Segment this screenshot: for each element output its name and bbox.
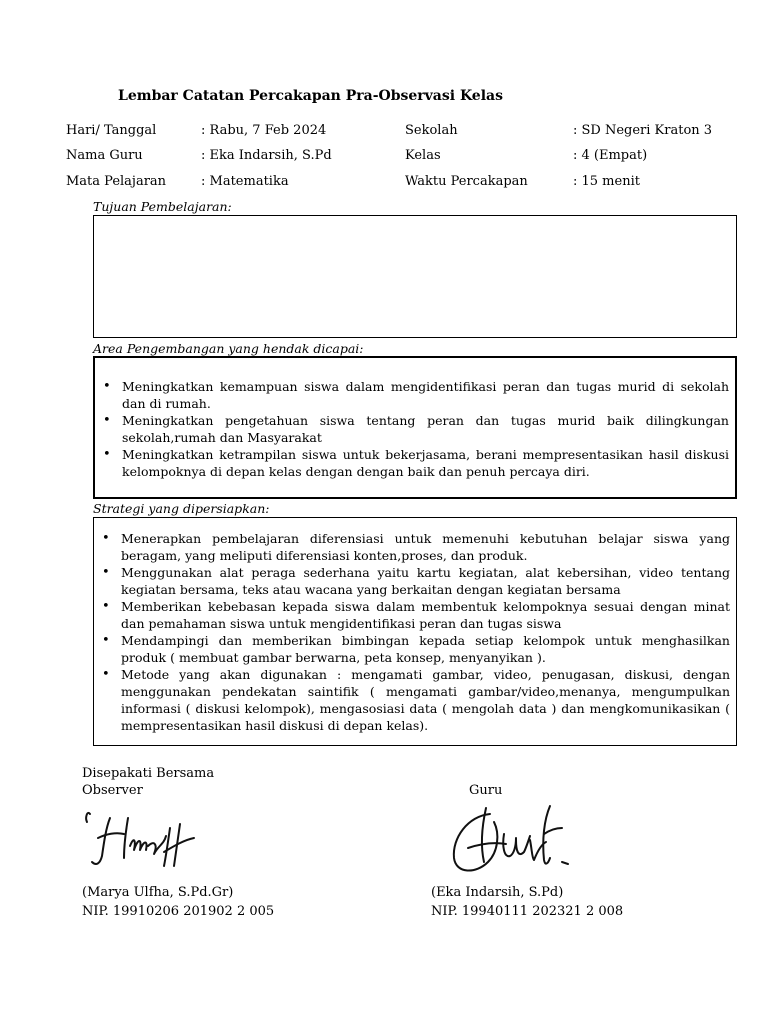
waktu-percakapan-value: : 15 menit [573, 174, 640, 189]
guru-signature [446, 800, 576, 880]
kelas-label: Kelas [405, 148, 441, 163]
document-title: Lembar Catatan Percakapan Pra-Observasi Kelas [118, 88, 503, 104]
kelas-value: : 4 (Empat) [573, 148, 648, 163]
hari-tanggal-label: Hari/ Tanggal [66, 123, 157, 138]
strategi-label: Strategi yang dipersiapkan: [93, 501, 270, 516]
strategi-item: • Memberikan kebebasan kepada siswa dalam membentuk kelompoknya sesuai dengan minat dan pemahaman siswa untuk mengidentifikasi peran dan tugas siswa [94, 598, 736, 632]
sekolah-label: Sekolah [405, 123, 458, 138]
area-label: Area Pengembangan yang hendak dicapai: [93, 341, 364, 356]
disepakati-text: Disepakati Bersama [82, 766, 215, 781]
guru-label: Guru [469, 783, 503, 798]
nama-guru-label: Nama Guru [66, 148, 143, 163]
area-item: • Meningkatkan pengetahuan siswa tentang peran dan tugas murid baik dilingkungan sekolah,rumah dan Masyarakat [95, 412, 735, 446]
sekolah-value: : SD Negeri Kraton 3 [573, 123, 713, 138]
hari-tanggal-value: : Rabu, 7 Feb 2024 [201, 123, 327, 138]
waktu-percakapan-label: Waktu Percakapan [405, 174, 528, 189]
mata-pelajaran-label: Mata Pelajaran [66, 174, 167, 189]
strategi-list [94, 530, 736, 734]
observer-nip: NIP. 19910206 201902 2 005 [82, 904, 275, 919]
strategi-item: • Menerapkan pembelajaran diferensiasi untuk memenuhi kebutuhan belajar siswa yang beragam, yang meliputi diferensiasi konten,proses, dan produk. [94, 530, 736, 564]
tujuan-label: Tujuan Pembelajaran: [93, 199, 232, 214]
tujuan-box [93, 215, 737, 338]
area-list [95, 378, 735, 480]
mata-pelajaran-value: : Matematika [201, 174, 289, 189]
area-item: • Meningkatkan kemampuan siswa dalam mengidentifikasi peran dan tugas murid di sekolah dan di rumah. [95, 378, 735, 412]
strategi-item: • Metode yang akan digunakan : mengamati gambar, video, penugasan, diskusi, dengan menggunakan pendekatan saintifik ( mengamati gambar/video,menanya, mengumpulkan informasi ( diskusi kelompok), mengasosiasi data ( mengolah data ) dan mengkomunikasikan ( mempresentasikan hasil diskusi di depan kelas). [94, 666, 736, 734]
observer-signature [84, 806, 204, 872]
observer-label: Observer [82, 783, 143, 798]
strategi-item: • Mendampingi dan memberikan bimbingan kepada setiap kelompok untuk menghasilkan produk ( membuat gambar berwarna, peta konsep, menyanyikan ). [94, 632, 736, 666]
strategi-item: • Menggunakan alat peraga sederhana yaitu kartu kegiatan, alat kebersihan, video tentang kegiatan bersama, teks atau wacana yang berkaitan dengan kegiatan bersama [94, 564, 736, 598]
area-box [93, 356, 737, 499]
guru-nip: NIP. 19940111 202321 2 008 [431, 904, 624, 919]
guru-name: (Eka Indarsih, S.Pd) [431, 885, 564, 900]
area-item: • Meningkatkan ketrampilan siswa untuk bekerjasama, berani mempresentasikan hasil diskusi kelompoknya di depan kelas dengan dengan baik dan penuh percaya diri. [95, 446, 735, 480]
strategi-box [93, 517, 737, 746]
nama-guru-value: : Eka Indarsih, S.Pd [201, 148, 332, 163]
observer-name: (Marya Ulfha, S.Pd.Gr) [82, 885, 234, 900]
